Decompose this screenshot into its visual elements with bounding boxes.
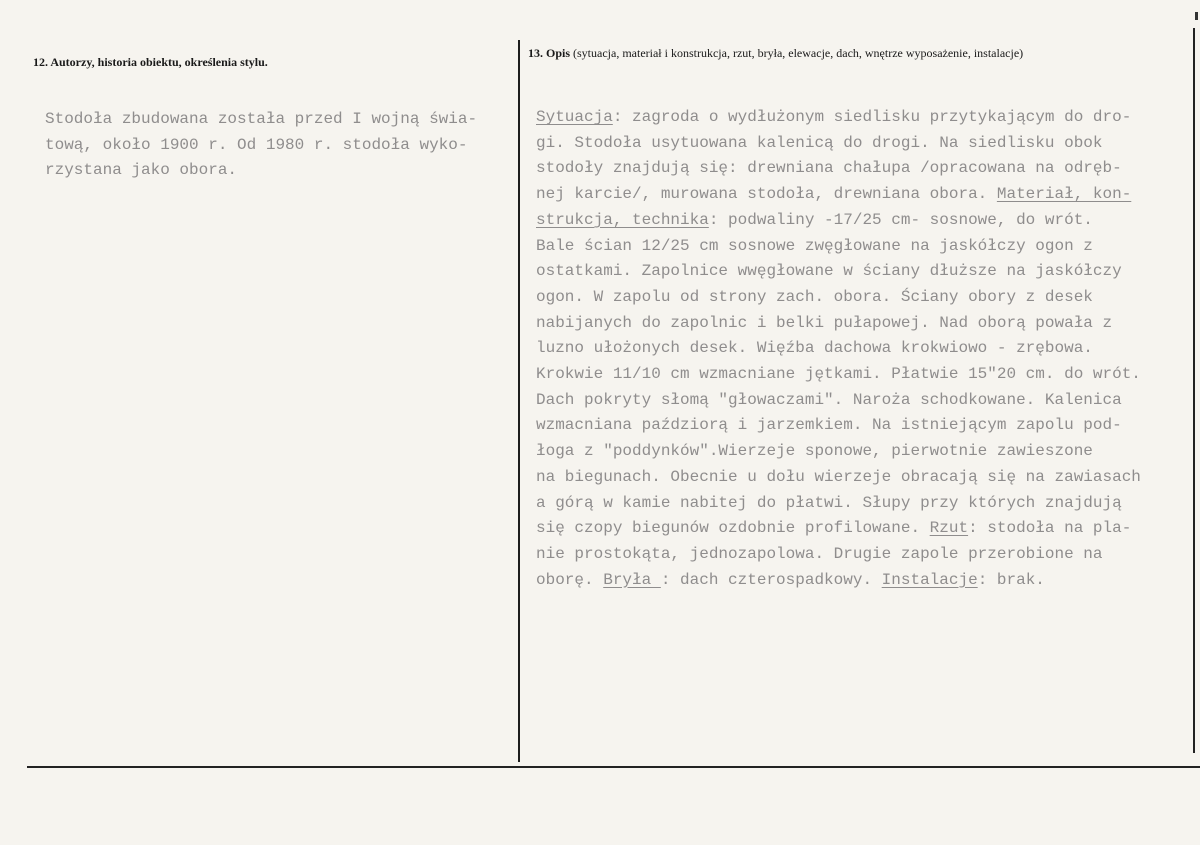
text-line: Bale ścian 12/25 cm sosnowe zwęgłowane na jaskółczy ogon z [536,236,1093,255]
label-material-konstrukcja: Materiał, kon- [996,185,1132,204]
label-instalacje: Instalacje [881,570,978,589]
right-border-line [1193,28,1195,753]
edge-mark [1195,12,1198,20]
text-line: na biegunach. Obecnie u dołu wierzeje obracają się na zawiasach [536,467,1141,486]
text-line: luzno ułożonych desek. Więźba dachowa krokwiowo - zrębowa. [536,339,1093,358]
text-segment: : brak. [977,570,1045,589]
text-segment: się czopy biegunów ozdobnie profilowane. [536,519,930,538]
text-line: łoga z "poddynków".Wierzeje sponowe, pierwotnie zawieszone [536,442,1093,461]
text-segment: : dach czterospadkowy. [660,570,882,589]
column-divider [518,40,520,762]
text-segment: : stodoła na pla- [968,519,1132,538]
section-13-heading-main: 13. Opis [528,46,571,60]
section-12-heading: 12. Autorzy, historia obiektu, określenia stylu. [33,55,268,69]
label-bryla: Bryła [603,570,661,589]
label-rzut: Rzut [929,519,969,538]
text-line: ostatkami. Zapolnice wwęgłowane w ściany dłuższe na jaskółczy [536,262,1122,281]
text-line: nie prostokąta, jednozapolowa. Drugie zapole przerobione na [536,544,1103,563]
bottom-rule [27,766,1200,768]
text-line: Krokwie 11/10 cm wzmacniane jętkami. Płatwie 15"20 cm. do wrót. [536,365,1141,384]
text-segment: : podwaliny -17/25 cm- sosnowe, do wrót. [708,210,1093,229]
text-line: gi. Stodoła usytuowana kalenicą do drogi. Na siedlisku obok [536,133,1103,152]
text-segment: : zagroda o wydłużonym siedlisku przytykającym do dro- [612,108,1132,126]
section-13-heading-subtitle: (sytuacja, materiał i konstrukcja, rzut, bryła, elewacje, dach, wnętrze wyposażenie, instalacje) [573,46,1024,60]
text-segment: nej karcie/, murowana stodoła, drewniana obora. [536,185,997,204]
text-line: wzmacniana paździorą i jarzemkiem. Na istniejącym zapolu pod- [536,416,1122,435]
section-13-typed-text [536,105,1141,593]
text-line: ogon. W zapolu od strony zach. obora. Ściany obory z desek [536,287,1093,306]
label-technika: strukcja, technika [536,210,709,229]
text-line: a górą w kamie nabitej do płatwi. Słupy przy których znajdują [536,493,1122,512]
text-line: nabijanych do zapolnic i belki pułapowej. Nad oborą powała z [536,313,1113,332]
text-line: Dach pokryty słomą "głowaczami". Naroża schodkowane. Kalenica [536,390,1122,409]
label-sytuacja: Sytuacja [536,108,613,126]
text-line: rzystana jako obora. [45,161,238,180]
section-13-heading [528,46,1023,61]
section-12-typed-text [45,107,477,184]
text-line: Stodoła zbudowana została przed I wojną świa- [45,110,478,128]
text-line: tową, około 1900 r. Od 1980 r. stodoła wyko- [45,135,468,154]
text-line: stodoły znajdują się: drewniana chałupa /opracowana na odręb- [536,159,1122,178]
text-segment: oborę. [536,570,604,589]
